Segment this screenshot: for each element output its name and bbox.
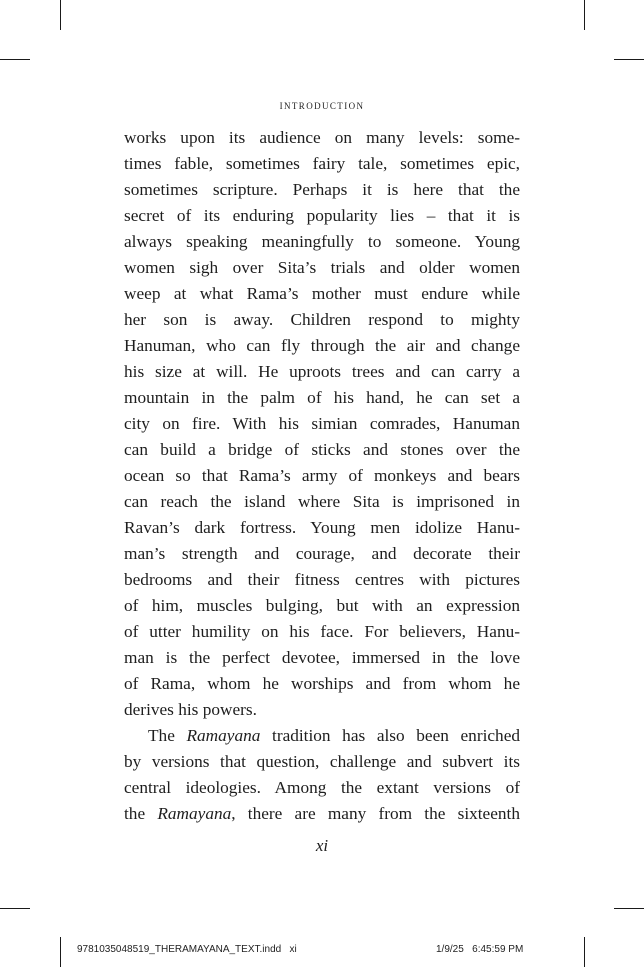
text-line bbox=[124, 723, 520, 749]
text-line: mountain in the palm of his hand, he can set a bbox=[124, 388, 520, 407]
crop-mark-bottom-right-h bbox=[614, 908, 644, 909]
text-line: works upon its audience on many levels: some- bbox=[124, 128, 520, 147]
slug-filename: 9781035048519_THERAMAYANA_TEXT.indd xi bbox=[77, 944, 297, 955]
text-fragment: the bbox=[124, 804, 158, 823]
text-line: central ideologies. Among the extant versions of bbox=[124, 778, 520, 797]
text-line: city on fire. With his simian comrades, Hanuman bbox=[124, 414, 520, 433]
text-fragment: , there are many from the sixteenth bbox=[231, 804, 520, 823]
text-line: secret of its enduring popularity lies – that it is bbox=[124, 206, 520, 225]
running-head: introduction bbox=[279, 98, 365, 112]
crop-mark-top-right-h bbox=[614, 59, 644, 60]
text-line: derives his powers. bbox=[124, 700, 257, 719]
body-text bbox=[124, 125, 520, 827]
text-line: can reach the island where Sita is imprisoned in bbox=[124, 492, 520, 511]
text-line: always speaking meaningfully to someone. Young bbox=[124, 232, 520, 251]
text-line: sometimes scripture. Perhaps it is here that the bbox=[124, 180, 520, 199]
text-line: Ravan’s dark fortress. Young men idolize Hanu- bbox=[124, 518, 520, 537]
crop-mark-bottom-right bbox=[584, 937, 585, 967]
text-line: her son is away. Children respond to mighty bbox=[124, 310, 520, 329]
text-line: ocean so that Rama’s army of monkeys and bears bbox=[124, 466, 520, 485]
text-line: weep at what Rama’s mother must endure while bbox=[124, 284, 520, 303]
paragraph-2 bbox=[124, 723, 520, 827]
text-fragment: tradition has also been enriched bbox=[260, 726, 521, 745]
text-line: bedrooms and their fitness centres with pictures bbox=[124, 570, 520, 589]
text-line: Hanuman, who can fly through the air and change bbox=[124, 336, 520, 355]
text-line: by versions that question, challenge and subvert its bbox=[124, 752, 520, 771]
text-line: of utter humility on his face. For believers, Hanu- bbox=[124, 622, 520, 641]
crop-mark-top-right bbox=[584, 0, 585, 30]
text-line: his size at will. He uproots trees and can carry a bbox=[124, 362, 520, 381]
slug-timestamp: 1/9/25 6:45:59 PM bbox=[436, 944, 524, 955]
book-title: Ramayana bbox=[157, 804, 232, 823]
text-fragment: The bbox=[148, 726, 187, 745]
text-line: of Rama, whom he worships and from whom he bbox=[124, 674, 520, 693]
text-line: man’s strength and courage, and decorate their bbox=[124, 544, 520, 563]
crop-mark-top-left-h bbox=[0, 59, 30, 60]
text-line bbox=[124, 801, 520, 827]
crop-mark-top-left bbox=[60, 0, 61, 30]
text-line: man is the perfect devotee, immersed in the love bbox=[124, 648, 520, 667]
crop-mark-bottom-left bbox=[60, 937, 61, 967]
crop-mark-bottom-left-h bbox=[0, 908, 30, 909]
text-line: women sigh over Sita’s trials and older women bbox=[124, 258, 520, 277]
text-line: times fable, sometimes fairy tale, sometimes epic, bbox=[124, 154, 520, 173]
paragraph-1 bbox=[124, 125, 520, 723]
page-number: xi bbox=[315, 836, 329, 855]
book-title: Ramayana bbox=[186, 726, 261, 745]
text-line: of him, muscles bulging, but with an expression bbox=[124, 596, 520, 615]
text-line: can build a bridge of sticks and stones over the bbox=[124, 440, 520, 459]
